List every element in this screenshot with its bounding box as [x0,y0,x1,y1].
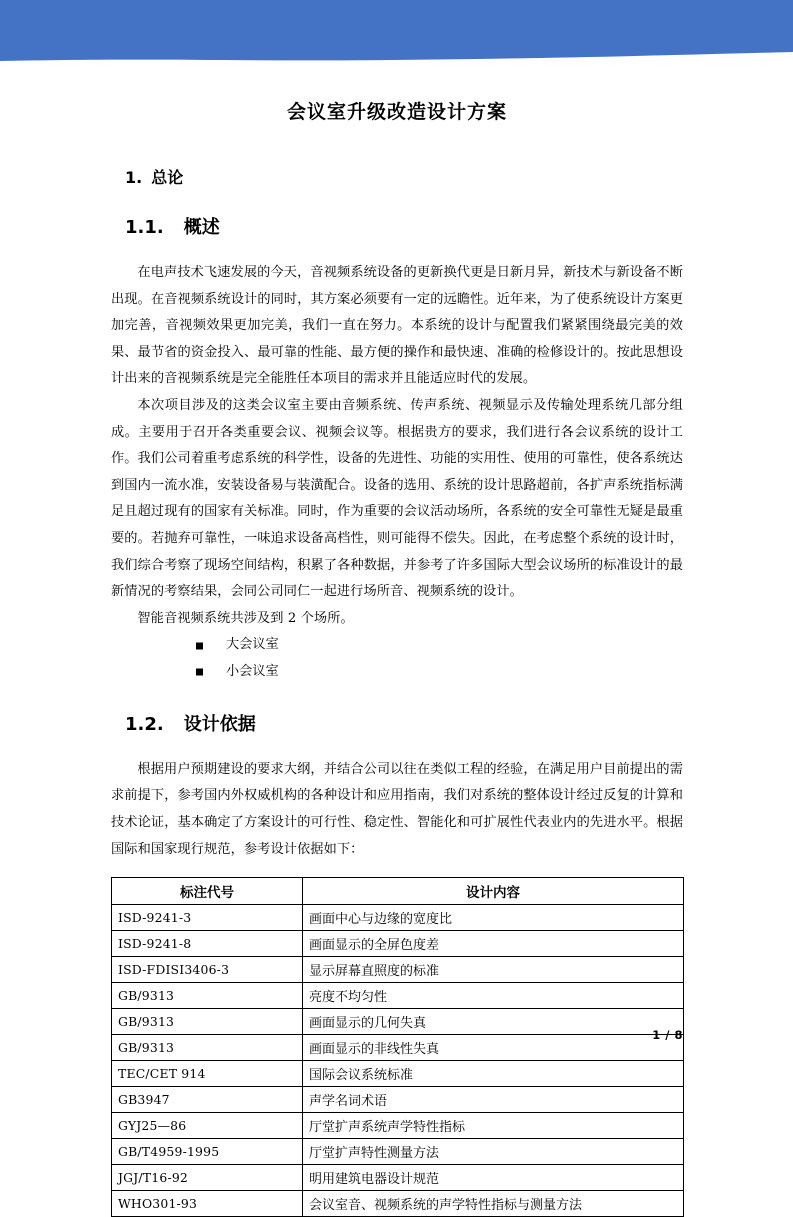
table-cell-code: GB/9313 [112,1009,303,1035]
heading-section-1-1-number: 1.1. [125,216,164,238]
heading-section-1-2-number: 1.2. [125,713,164,735]
table-cell-code: JGJ/T16-92 [112,1165,303,1191]
heading-chapter-1-text: 总论 [151,167,184,187]
heading-chapter-1-number: 1. [125,167,143,187]
table-cell-code: ISD-FDISI3406-3 [112,957,303,983]
table-cell-code: GB/9313 [112,983,303,1009]
table-cell-code: GB3947 [112,1087,303,1113]
table-cell-content: 国际会议系统标准 [303,1061,684,1087]
heading-chapter-1 [111,167,683,189]
table-column-header-code: 标注代号 [112,878,303,905]
table-column-header-content: 设计内容 [303,878,684,905]
table-cell-code: GB/T4959-1995 [112,1139,303,1165]
heading-section-1-1 [111,215,683,240]
square-bullet-icon [196,669,203,676]
header-banner-decoration [0,0,793,80]
paragraph: 智能音视频系统共涉及到 2 个场所。 [137,610,354,626]
list-item-label: 大会议室 [226,637,279,653]
table-row [112,1191,684,1217]
table-cell-content: 画面显示的几何失真 [303,1009,684,1035]
table-row [112,957,684,983]
design-basis-table [111,877,684,1217]
table-header [112,878,684,905]
table-cell-content: 亮度不均匀性 [303,983,684,1009]
table-cell-content: 明用建筑电器设计规范 [303,1165,684,1191]
table-cell-code: TEC/CET 914 [112,1061,303,1087]
section-1-2-body [111,757,683,863]
table-row [112,1139,684,1165]
section-1-1-body [111,260,683,632]
square-bullet-icon [196,642,203,649]
page-title: 会议室升级改造设计方案 [286,101,507,123]
document-content [111,86,683,1217]
list-item-label: 小会议室 [226,663,279,679]
heading-section-1-2-text: 设计依据 [183,713,256,735]
table-cell-code: GB/9313 [112,1035,303,1061]
table-row [112,1165,684,1191]
table-row [112,983,684,1009]
paragraph: 在电声技术飞速发展的今天，音视频系统设备的更新换代更是日新月异，新技术与新设备不断出现。在音视频系统设计的同时，其方案必须要有一定的远瞻性。近年来，为了使系统设计方案更加完善，音视频效果更加完美，我们一直在努力。本系统的设计与配置我们紧紧围绕最完美的效果、最节省的资金投入、最可靠的性能、最方便的操作和最快速、准确的检修设计的。按此思想设计出来的音视频系统是完全能胜任本项目的需求并且能适应时代的发展。 [111,265,683,387]
table-row [112,905,684,931]
table-cell-content: 声学名词术语 [303,1087,684,1113]
table-cell-code: GYJ25—86 [112,1113,303,1139]
heading-section-1-1-text: 概述 [183,216,220,238]
table-cell-content: 厅堂扩声系统声学特性指标 [303,1113,684,1139]
table-cell-code: WHO301-93 [112,1191,303,1217]
paragraph: 根据用户预期建设的要求大纲，并结合公司以往在类似工程的经验，在满足用户目前提出的需求前提下，参考国内外权威机构的各种设计和应用指南，我们对系统的整体设计经过反复的计算和技术论证，基本确定了方案设计的可行性、稳定性、智能化和可扩展性代表业内的先进水平。根据国际和国家现行规范，参考设计依据如下： [111,761,683,857]
table-cell-code: ISD-9241-8 [112,931,303,957]
list-item [111,632,683,659]
table-cell-content: 画面显示的全屏色度差 [303,931,684,957]
table-header-row [112,878,684,905]
page-footer [111,1024,683,1043]
table-cell-content: 画面显示的非线性失真 [303,1035,684,1061]
table-row [112,1087,684,1113]
page-number: 1 / 8 [652,1028,683,1042]
venue-list [111,632,683,685]
table-row [112,1113,684,1139]
table-cell-code: ISD-9241-3 [112,905,303,931]
table-cell-content: 显示屏幕直照度的标准 [303,957,684,983]
table-cell-content: 会议室音、视频系统的声学特性指标与测量方法 [303,1191,684,1217]
table-row [112,1061,684,1087]
table-cell-content: 画面中心与边缘的宽度比 [303,905,684,931]
list-item [111,659,683,686]
table-row [112,931,684,957]
paragraph: 本次项目涉及的这类会议室主要由音频系统、传声系统、视频显示及传输处理系统几部分组成。主要用于召开各类重要会议、视频会议等。根据贵方的要求，我们进行各会议系统的设计工作。我们公司着重考虑系统的科学性，设备的先进性、功能的实用性、使用的可靠性，使各系统达到国内一流水准，安装设备易与装潢配合。设备的选用、系统的设计思路超前，各扩声系统指标满足且超过现有的国家有关标准。同时，作为重要的会议活动场所，各系统的安全可靠性无疑是最重要的。若抛弃可靠性，一味追求设备高档性，则可能得不偿失。因此，在考虑整个系统的设计时，我们综合考察了现场空间结构，积累了各种数据，并参考了许多国际大型会议场所的标准设计的最新情况的考察结果，会同公司同仁一起进行场所音、视频系统的设计。 [111,398,683,600]
table-body [112,905,684,1217]
heading-section-1-2 [111,712,683,737]
table-cell-content: 厅堂扩声特性测量方法 [303,1139,684,1165]
